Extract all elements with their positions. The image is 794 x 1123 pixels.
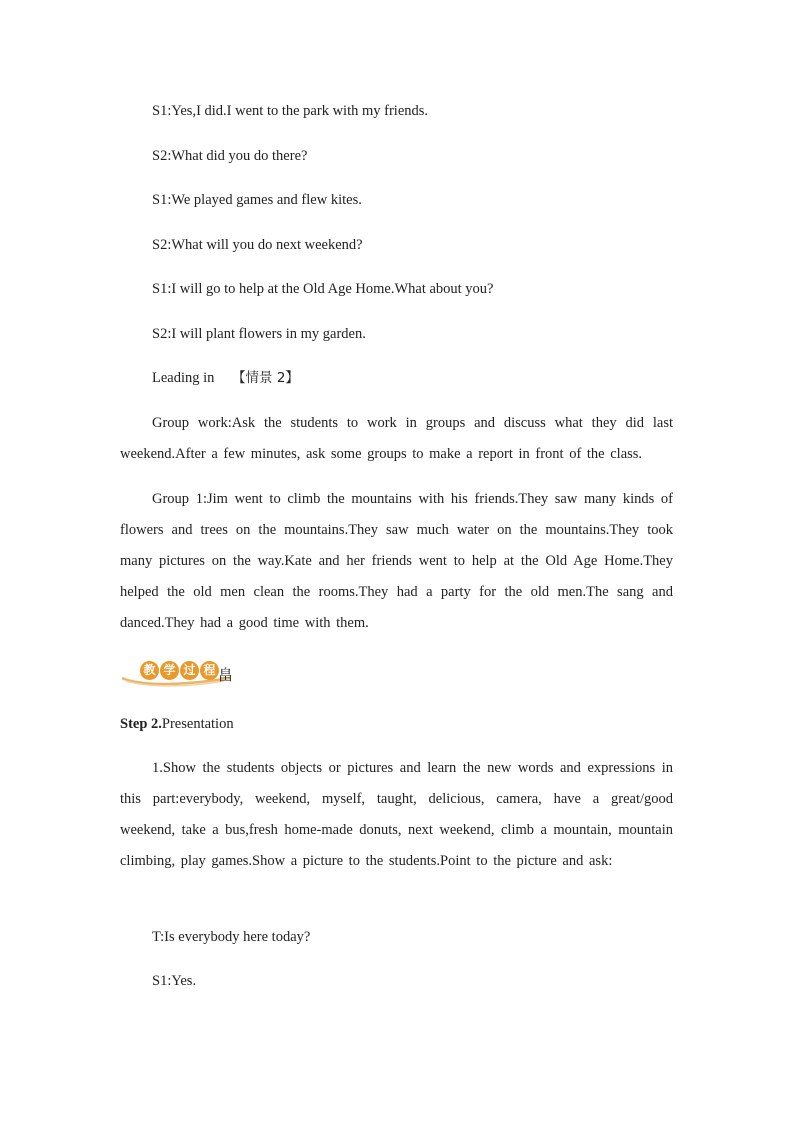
- step-number: Step 2.: [120, 716, 162, 732]
- banner-char: 过: [180, 661, 199, 680]
- dialogue-line: S1:I will go to help at the Old Age Home.What about you?: [152, 281, 494, 297]
- banner-tail: 畠: [218, 666, 234, 684]
- dialogue-line: S1:We played games and flew kites.: [152, 192, 362, 208]
- dialogue-line: T:Is everybody here today?: [152, 929, 311, 945]
- situation-tag: 【情景 2】: [232, 370, 299, 386]
- dialogue-line: S1:Yes.: [152, 973, 197, 989]
- dialogue-line: S2:I will plant flowers in my garden.: [152, 326, 366, 342]
- dialogue-line: S2:What will you do next weekend?: [152, 237, 363, 253]
- leading-in-line: [152, 363, 299, 394]
- banner-char: 学: [160, 661, 179, 680]
- dialogue-line: S1:Yes,I did.I went to the park with my friends.: [152, 103, 429, 119]
- step-heading: [120, 710, 234, 738]
- banner-char: 程: [200, 661, 219, 680]
- group1-paragraph: Group 1:Jim went to climb the mountains with his friends.They saw many kinds of flowers and trees on the mountains.They saw much water on the mountains.They took many pictures on the way.Kate and her friends went to help at the Old Age Home.They helped the old men clean the rooms.They had a party for the old men.The sang and danced.They had a good time with them.: [120, 491, 673, 631]
- presentation-paragraph: 1.Show the students objects or pictures and learn the new words and expressions in this part:everybody, weekend, myself, taught, delicious, camera, have a great/good weekend, take a bus,fresh home-made donuts, next weekend, climb a mountain, mountain climbing, play games.Show a picture to the students.Point to the picture and ask:: [120, 760, 673, 869]
- step-title: Presentation: [161, 716, 234, 732]
- leading-in-label: Leading in: [152, 370, 215, 386]
- banner-chars: [140, 661, 219, 680]
- dialogue-line: S2:What did you do there?: [152, 148, 308, 164]
- group-work-paragraph: Group work:Ask the students to work in groups and discuss what they did last weekend.After a few minutes, ask some groups to make a report in front of the class.: [120, 415, 673, 462]
- banner-char: 教: [140, 661, 159, 680]
- teaching-process-banner: [120, 656, 250, 688]
